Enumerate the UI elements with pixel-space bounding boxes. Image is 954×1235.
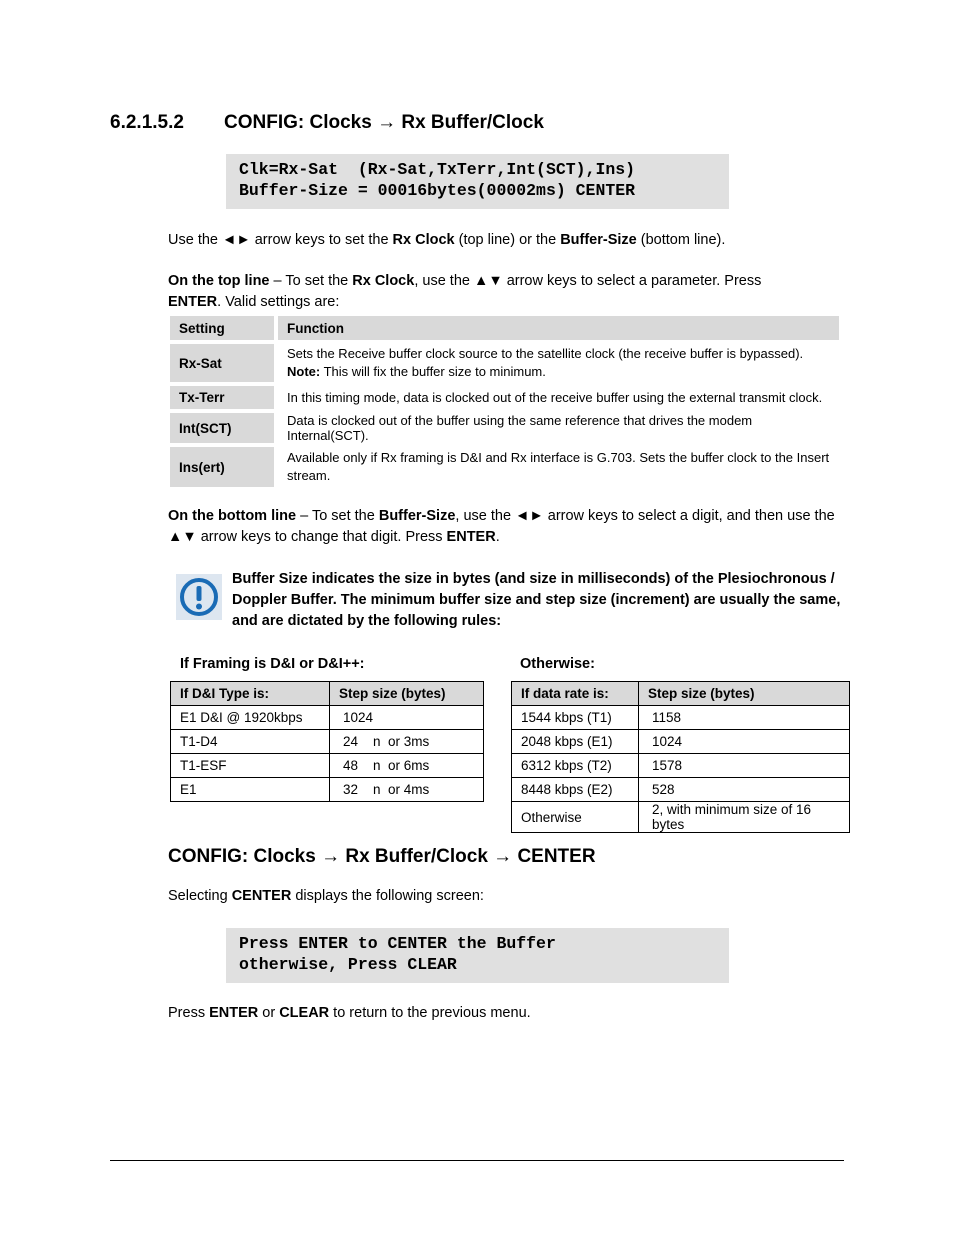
screen-line-1: Press ENTER to CENTER the Buffer xyxy=(239,934,556,953)
setting-cell: Int(SCT) xyxy=(170,413,276,443)
text-bold: CLEAR xyxy=(279,1005,330,1021)
function-cell xyxy=(276,344,839,382)
text: to return to the previous menu. xyxy=(329,1005,531,1021)
text: Press xyxy=(168,1005,210,1021)
rate-step-size-table xyxy=(511,681,850,833)
table-row xyxy=(171,778,484,802)
text: , use the ▲▼ arrow keys to select a parameter. Press xyxy=(414,273,762,289)
paragraph-selecting-center xyxy=(168,886,484,907)
screen-line-2: Buffer-Size = 00016bytes(00002ms) CENTER xyxy=(239,181,636,200)
paragraph-return xyxy=(168,1003,531,1024)
table-row xyxy=(512,754,850,778)
table-cell: 6312 kbps (T2) xyxy=(512,754,639,778)
dni-table-caption: If Framing is D&I or D&I++: xyxy=(180,656,365,672)
table-row xyxy=(171,730,484,754)
table-cell: 32 n or 4ms xyxy=(330,778,484,802)
column-header: If data rate is: xyxy=(512,682,639,706)
subsection-heading: CONFIG: Clocks → Rx Buffer/Clock → CENTER xyxy=(168,846,596,867)
table-cell: 1024 xyxy=(639,730,850,754)
text: (bottom line). xyxy=(636,232,726,248)
text: – To set the xyxy=(296,508,379,524)
table-cell: T1-ESF xyxy=(171,754,330,778)
section-number: 6.2.1.5.2 xyxy=(110,112,184,133)
text: (top line) or the xyxy=(454,232,561,248)
table-cell: 528 xyxy=(639,778,850,802)
text-bold: On the bottom line xyxy=(168,508,297,524)
text: . Valid settings are: xyxy=(217,294,340,310)
other-table-caption: Otherwise: xyxy=(520,656,595,672)
table-cell: T1-D4 xyxy=(171,730,330,754)
text: Use the ◄► arrow keys to set the xyxy=(168,232,393,248)
function-cell: Available only if Rx framing is D&I and Rx interface is G.703. Sets the buffer clock to the Insert stream. xyxy=(287,450,830,483)
table-cell: 1544 kbps (T1) xyxy=(512,706,639,730)
table-header-row xyxy=(512,682,850,706)
screen-line-2: otherwise, Press CLEAR xyxy=(239,955,457,974)
table-row xyxy=(171,706,484,730)
column-header: If D&I Type is: xyxy=(171,682,330,706)
table-cell: 1024 xyxy=(330,706,484,730)
text-bold: ENTER xyxy=(168,294,218,310)
text-bold: CENTER xyxy=(231,888,292,904)
table-cell: 2048 kbps (E1) xyxy=(512,730,639,754)
text: – To set the xyxy=(269,273,353,289)
setting-cell: Ins(ert) xyxy=(170,447,276,487)
function-text: Sets the Receive buffer clock source to the satellite clock (the receive buffer is bypassed). xyxy=(287,346,804,361)
table-cell: E1 xyxy=(171,778,330,802)
text: or xyxy=(258,1005,280,1021)
settings-table xyxy=(170,316,839,487)
text-bold: On the top line xyxy=(168,273,270,289)
screen-line-1: Clk=Rx-Sat (Rx-Sat,TxTerr,Int(SCT),Ins) xyxy=(239,160,636,179)
text-bold: Rx Clock xyxy=(392,232,455,248)
table-cell: E1 D&I @ 1920kbps xyxy=(171,706,330,730)
text-bold: ENTER xyxy=(209,1005,259,1021)
table-row xyxy=(170,386,839,409)
table-cell: 48 n or 6ms xyxy=(330,754,484,778)
column-header-function: Function xyxy=(276,316,839,340)
table-cell: 24 n or 3ms xyxy=(330,730,484,754)
table-cell: 2, with minimum size of 16 bytes xyxy=(639,802,850,833)
dni-step-size-table xyxy=(170,681,484,802)
text-bold: ENTER xyxy=(446,529,496,545)
text: Selecting xyxy=(168,888,232,904)
column-header: Step size (bytes) xyxy=(330,682,484,706)
table-cell: 1158 xyxy=(639,706,850,730)
table-row xyxy=(170,413,839,443)
exclamation-circle-icon xyxy=(176,574,222,620)
table-header-row xyxy=(171,682,484,706)
note-text: Buffer Size indicates the size in bytes (and size in milliseconds) of the Plesiochronous / Doppler Buffer. The minimum buffer size and step size (increment) are usually the same, and are dictated by the following rules: xyxy=(232,571,841,629)
paragraph-top-line xyxy=(168,271,848,313)
setting-cell: Tx-Terr xyxy=(170,386,276,409)
text-bold: Buffer-Size xyxy=(378,508,456,524)
table-cell: Otherwise xyxy=(512,802,639,833)
setting-cell: Rx-Sat xyxy=(170,344,276,382)
text-bold: Rx Clock xyxy=(352,273,415,289)
paragraph-bottom-line xyxy=(168,506,836,548)
lcd-screen-center xyxy=(226,928,729,983)
text: , use the ◄► arrow keys to select a digit, and then use the ▲▼ arrow keys to change that digit. Press xyxy=(168,508,835,545)
text: . xyxy=(495,529,500,545)
lcd-screen-rx-buffer xyxy=(226,154,729,209)
table-row xyxy=(171,754,484,778)
section-heading xyxy=(110,112,544,134)
column-header: Step size (bytes) xyxy=(639,682,850,706)
table-header-row xyxy=(170,316,839,340)
footer-divider xyxy=(110,1160,844,1161)
note-label: Note: xyxy=(287,364,321,379)
table-row xyxy=(512,706,850,730)
table-row xyxy=(512,802,850,833)
column-header-setting: Setting xyxy=(170,316,276,340)
table-cell: 8448 kbps (E2) xyxy=(512,778,639,802)
function-cell: In this timing mode, data is clocked out of the receive buffer using the external transmit clock. xyxy=(287,390,823,405)
paragraph-arrow-keys xyxy=(168,230,848,251)
function-cell: Data is clocked out of the buffer using the same reference that drives the modem Internal(SCT). xyxy=(287,413,753,443)
table-row xyxy=(512,778,850,802)
section-title: CONFIG: Clocks → Rx Buffer/Clock xyxy=(224,112,544,133)
table-row xyxy=(170,344,839,382)
table-cell: 1578 xyxy=(639,754,850,778)
table-row xyxy=(512,730,850,754)
text: displays the following screen: xyxy=(291,888,484,904)
table-row xyxy=(170,447,839,487)
text-bold: Buffer-Size xyxy=(560,232,637,248)
note-text: This will fix the buffer size to minimum. xyxy=(320,364,546,379)
